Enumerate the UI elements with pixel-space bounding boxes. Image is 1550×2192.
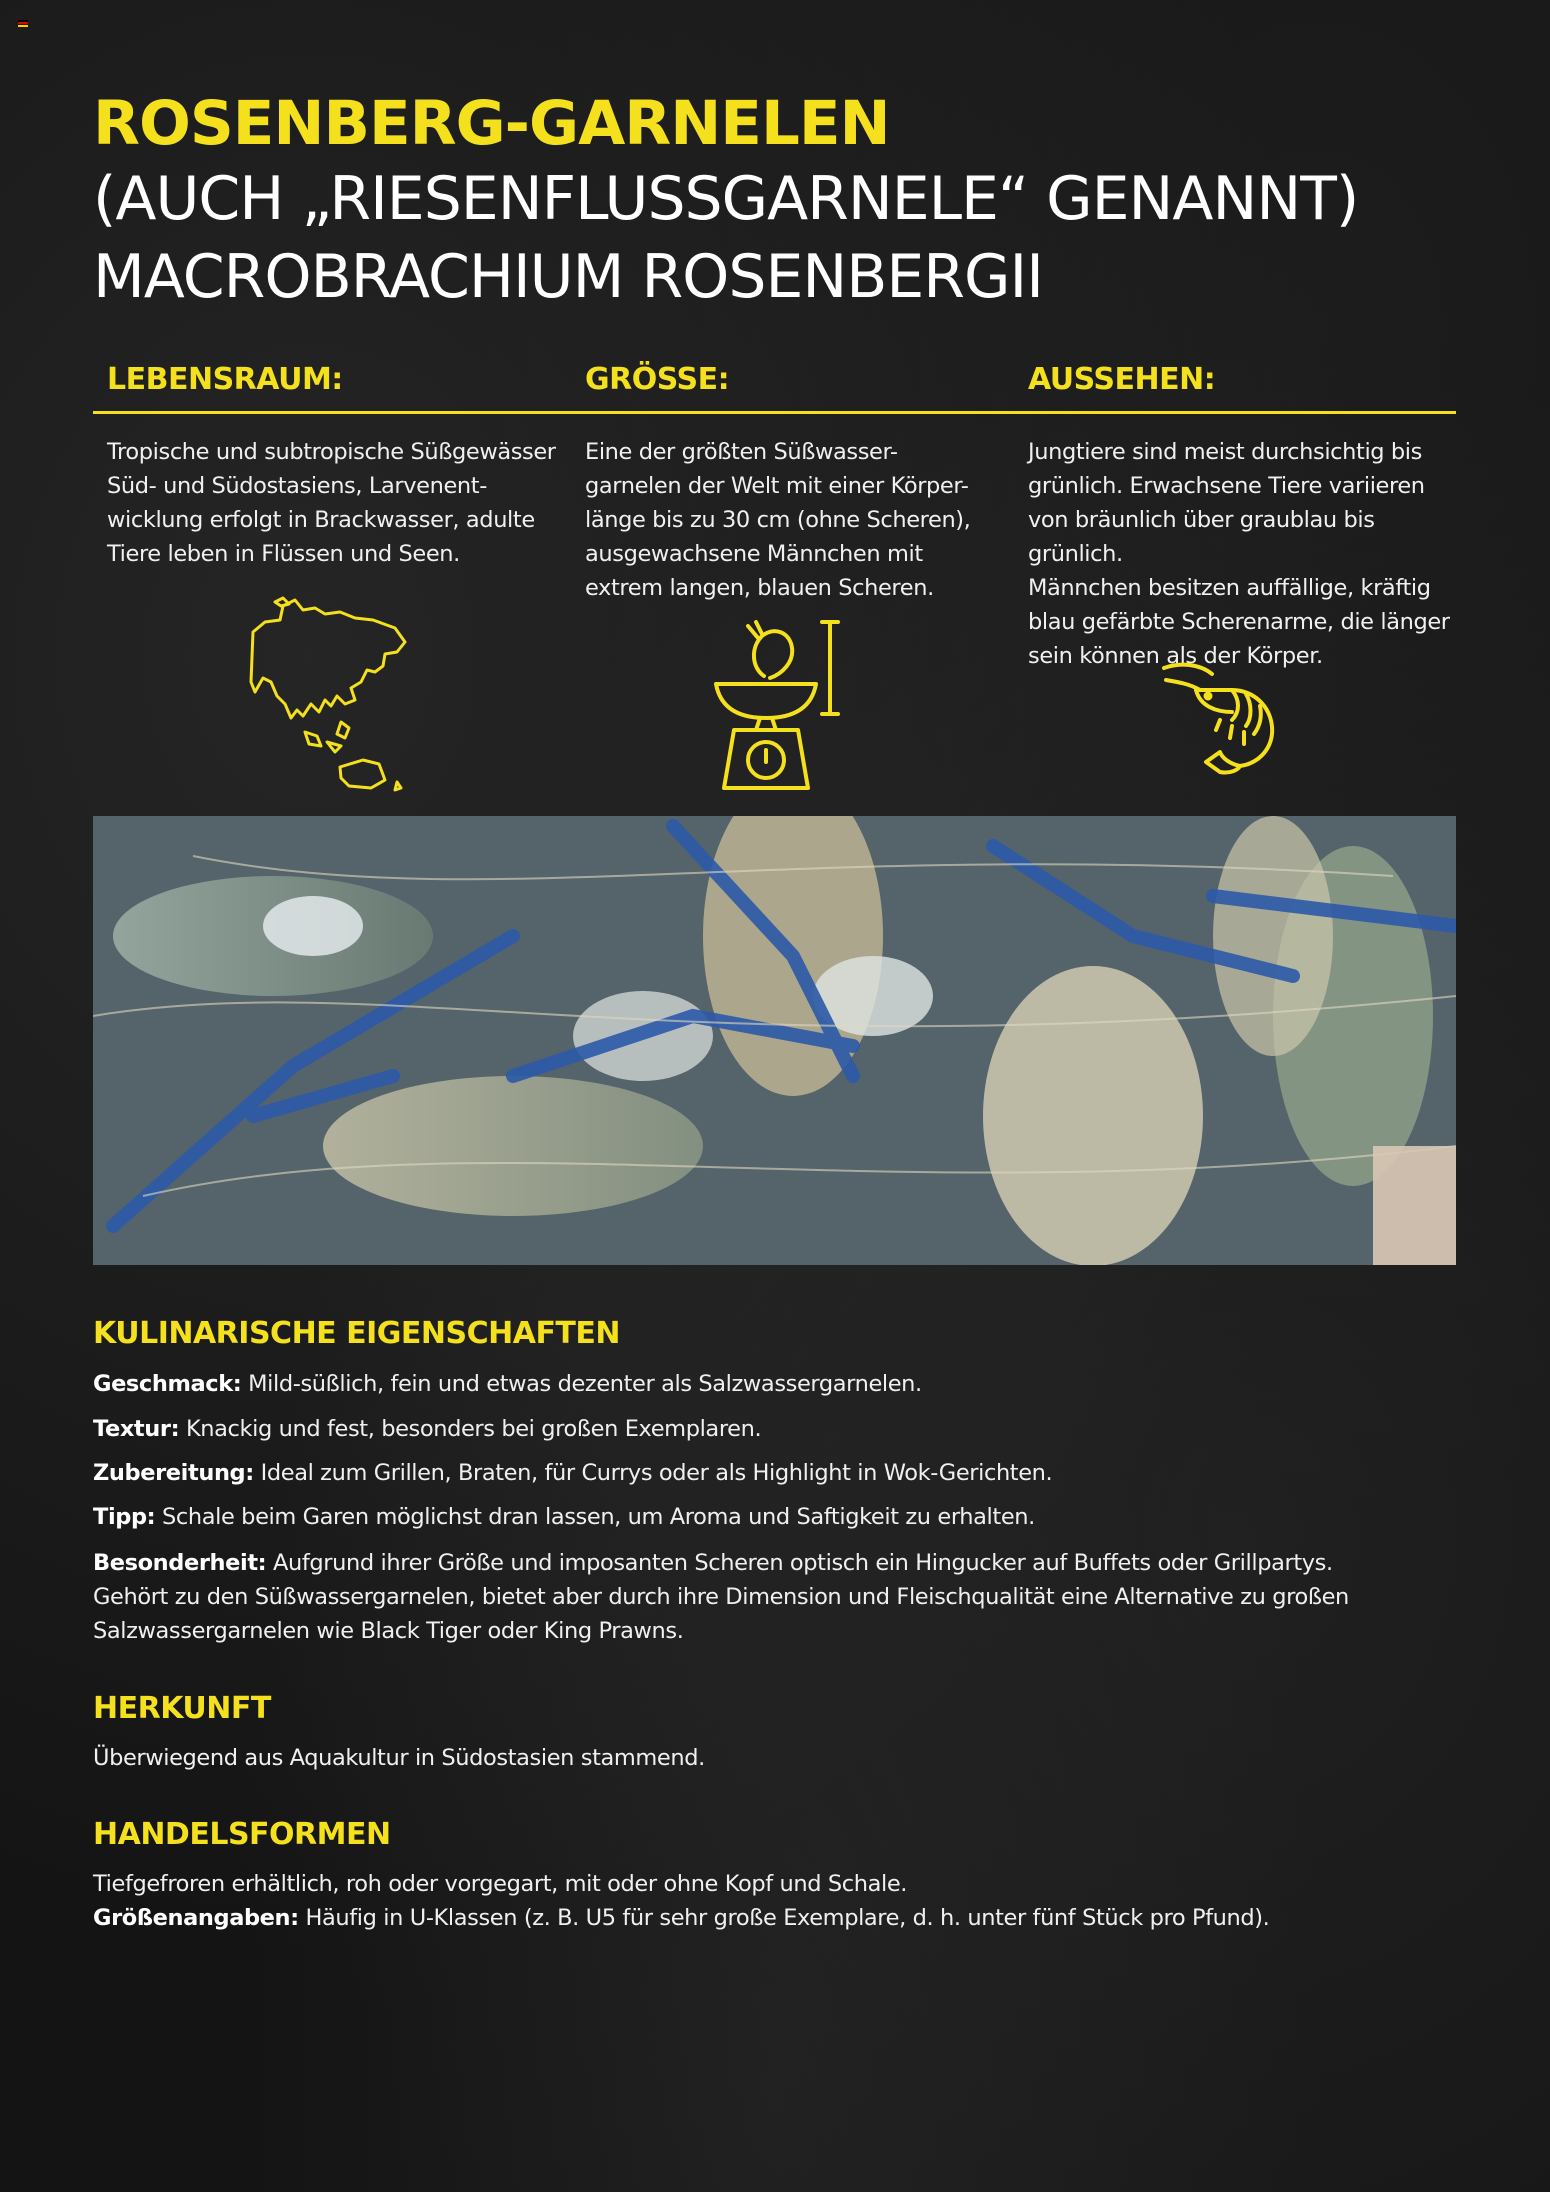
asia-map-icon — [245, 592, 410, 792]
shrimp-photo — [93, 816, 1456, 1265]
title-line-3: MACROBRACHIUM ROSENBERGII — [93, 242, 1043, 312]
appearance-text: Jungtiere sind meist durchsichtig bis grünlich. Erwachsene Tiere variieren von bräunlich über graublau bis grünlich. Männchen besitzen auffällige, kräftig blau gefärbte Scherenarme, die länger sein können als der Körper. — [1028, 439, 1450, 669]
heading-habitat: LEBENSRAUM: — [107, 362, 343, 397]
origin-text: Überwiegend aus Aquakultur in Südostasien stammend. — [93, 1745, 705, 1771]
culinary-heading: KULINARISCHE EIGENSCHAFTEN — [93, 1316, 620, 1351]
trade-heading: HANDELSFORMEN — [93, 1817, 391, 1852]
culinary-taste: Geschmack: Mild-süßlich, fein und etwas dezenter als Salzwassergarnelen. — [93, 1371, 922, 1397]
size-text: Eine der größten Süßwasser- garnelen der Welt mit einer Körper- länge bis zu 30 cm (ohne Scheren), ausgewachsene Männchen mit extrem langen, blauen Scheren. — [585, 439, 971, 601]
scale-icon — [712, 618, 852, 790]
culinary-preparation: Zubereitung: Ideal zum Grillen, Braten, für Currys oder als Highlight in Wok-Gerichten. — [93, 1460, 1053, 1486]
culinary-texture: Textur: Knackig und fest, besonders bei großen Exemplaren. — [93, 1416, 762, 1442]
origin-heading: HERKUNFT — [93, 1691, 271, 1726]
trade-text: Tiefgefroren erhältlich, roh oder vorgegart, mit oder ohne Kopf und Schale. Größenangaben: Häufig in U-Klassen (z. B. U5 für sehr große Exemplare, d. h. unter fünf Stück pro Pfund). — [93, 1871, 1270, 1931]
title-line-1: ROSENBERG-GARNELEN — [93, 88, 890, 159]
heading-appearance: AUSSEHEN: — [1028, 362, 1216, 397]
shrimp-icon — [1160, 660, 1278, 778]
page-title — [93, 88, 1453, 316]
title-line-2: (AUCH „RIESENFLUSSGARNELE“ GENANNT) — [93, 164, 1359, 234]
culinary-special: Besonderheit: Aufgrund ihrer Größe und imposanten Scheren optisch ein Hingucker auf Buffets oder Grillpartys. Gehört zu den Süßwassergarnelen, bietet aber durch ihre Dimension und Fleischqualität eine Alternative zu großen Salzwassergarnelen wie Black Tiger oder King Prawns. — [93, 1550, 1349, 1644]
culinary-tip: Tipp: Schale beim Garen möglichst dran lassen, um Aroma und Saftigkeit zu erhalten. — [93, 1504, 1035, 1530]
heading-divider — [93, 411, 1456, 414]
habitat-text: Tropische und subtropische Süßgewässer Süd- und Südostasiens, Larvenent- wicklung erfolgt in Brackwasser, adulte Tiere leben in Flüssen und Seen. — [107, 439, 556, 567]
heading-size: GRÖSSE: — [585, 362, 730, 397]
german-flag-icon — [18, 20, 28, 27]
